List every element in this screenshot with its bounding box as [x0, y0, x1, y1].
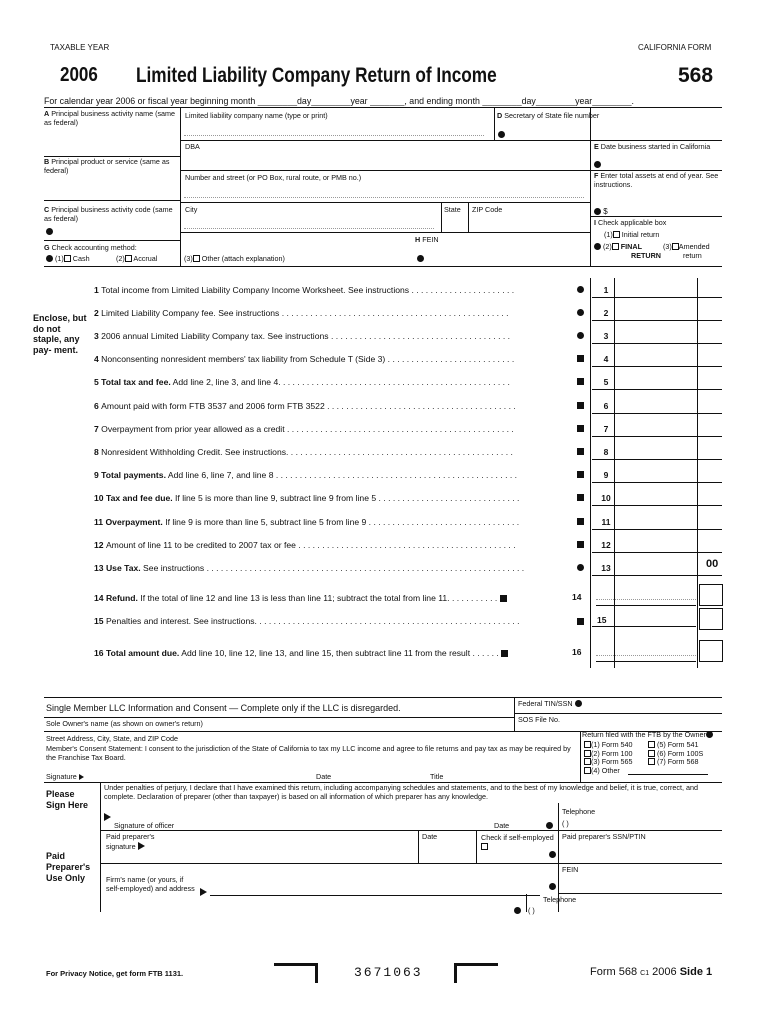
consent-statement: Member's Consent Statement: I consent to the jurisdiction of the State of California to tax my LLC income and agree to file returns and pay tax as may be required by the Franchise Tax Board. — [46, 744, 571, 762]
dba-label: DBA — [185, 142, 200, 151]
line-6: 6 Amount paid with form FTB 3537 and 2006 form FTB 3522 . . . . . . . . . . . . . . . . . . . . . . . . . . . . . . . . . . . . . . . . — [94, 401, 516, 411]
llc-name-input[interactable] — [184, 132, 484, 136]
square-icon — [577, 494, 584, 501]
e-date-started-label: E Date business started in California — [594, 142, 711, 151]
owner-form-checkbox[interactable]: (7) Form 568 — [648, 758, 699, 766]
line-3-box-label: 3 — [603, 331, 609, 341]
final-return-label2: RETURN — [631, 251, 661, 260]
line-10: 10 Tax and fee due. If line 5 is more than line 9, subtract line 9 from line 5 . . . . . . . . . . . . . . . . . . . . . . . . . . . . . . — [94, 493, 520, 503]
firm-telephone-label: Telephone — [543, 895, 577, 904]
form-year: 2006 — [60, 64, 98, 86]
bullet-icon — [546, 822, 553, 829]
square-icon — [577, 425, 584, 432]
g-accounting-method-label: G Check accounting method: — [44, 243, 137, 252]
line-14-cents-input[interactable] — [699, 584, 723, 606]
return-filed-label: Return filed with the FTB by the Owner — [582, 731, 713, 739]
final-return-checkbox[interactable]: (2) FINAL — [594, 243, 642, 251]
total-assets-input[interactable]: $ — [594, 207, 608, 216]
line-15: 15 Penalties and interest. See instructions. . . . . . . . . . . . . . . . . . . . . . . . . . . . . . . . . . . . . . . . . . . . . . . . . . . . . . . . — [94, 616, 520, 626]
zip-label: ZIP Code — [472, 205, 503, 214]
line-4-box-label: 4 — [603, 354, 609, 364]
bullet-icon — [417, 255, 424, 262]
line-11: 11 Overpayment. If line 9 is more than line 5, subtract line 5 from line 9 . . . . . . . . . . . . . . . . . . . . . . . . . . . . . . . . — [94, 517, 520, 527]
line-16-cents-input[interactable] — [699, 640, 723, 662]
line-16-amount-input[interactable] — [596, 640, 696, 662]
privacy-notice: For Privacy Notice, get form FTB 1131. — [46, 969, 184, 978]
line-2: 2 Limited Liability Company fee. See instructions . . . . . . . . . . . . . . . . . . . . . . . . . . . . . . . . . . . . . . . . . . . . . . . . — [94, 308, 509, 318]
please-sign-here: Please Sign Here — [46, 789, 89, 810]
amended-return-label2: return — [683, 251, 702, 260]
bullet-icon — [577, 564, 584, 571]
line-3-amount-input[interactable] — [592, 343, 722, 344]
taxable-year-label: TAXABLE YEAR — [50, 43, 110, 52]
f-total-assets-label: F Enter total assets at end of year. See instructions. — [594, 171, 719, 189]
initial-return-checkbox[interactable]: (1) Initial return — [604, 230, 660, 239]
line-1-amount-input[interactable] — [592, 297, 722, 298]
form-barcode-number: 3671063 — [354, 965, 423, 980]
bullet-icon — [46, 228, 53, 235]
officer-signature-field[interactable]: Signature of officer — [114, 821, 175, 830]
preparer-ssn-ptin-label: Paid preparer's SSN/PTIN — [562, 832, 646, 841]
line-4: 4 Nonconsenting nonresident members' tax liability from Schedule T (Side 3) . . . . . . . . . . . . . . . . . . . . . . . . . . . — [94, 354, 515, 364]
paid-preparer-signature-field[interactable]: Paid preparer's signature — [106, 832, 155, 851]
line-5-amount-input[interactable] — [592, 389, 722, 390]
firm-name-field: Firm's name (or yours, if self-employed) and address — [106, 875, 195, 893]
smllc-date-label: Date — [316, 772, 332, 781]
scan-corner-mark — [454, 963, 498, 983]
scan-corner-mark — [274, 963, 318, 983]
officer-telephone-input[interactable]: ( ) — [562, 819, 569, 828]
c-activity-code-label: C Principal business activity code (same as federal) — [44, 205, 173, 223]
state-label: State — [444, 205, 461, 214]
owner-form-checkbox[interactable]: (2) Form 100 — [584, 750, 633, 758]
other-method-checkbox[interactable]: (3) Other (attach explanation) — [184, 254, 285, 263]
line-11-box-label: 11 — [601, 517, 611, 527]
city-input[interactable] — [184, 225, 434, 229]
line-2-box-label: 2 — [603, 308, 609, 318]
california-form-label: CALIFORNIA FORM — [638, 43, 712, 52]
line-9-amount-input[interactable] — [592, 482, 722, 483]
line-8-amount-input[interactable] — [592, 459, 722, 460]
line-10-box-label: 10 — [601, 493, 611, 503]
i-check-box-label: I Check applicable box — [594, 218, 667, 227]
line-6-amount-input[interactable] — [592, 413, 722, 414]
line-7: 7 Overpayment from prior year allowed as a credit . . . . . . . . . . . . . . . . . . . . . . . . . . . . . . . . . . . . . . . . . . . . . . . . — [94, 424, 514, 434]
firm-telephone-input[interactable]: ( ) — [528, 906, 535, 915]
line-2-amount-input[interactable] — [592, 320, 722, 321]
line-14-box-label: 14 — [572, 592, 582, 602]
square-icon — [577, 402, 584, 409]
calendar-year-line[interactable]: For calendar year 2006 or fiscal year beginning month ________day________year _______, and ending month ________day________year________. — [44, 96, 634, 106]
bullet-icon — [498, 131, 505, 138]
line-5-box-label: 5 — [603, 377, 609, 387]
owner-form-checkbox[interactable]: (3) Form 565 — [584, 758, 633, 766]
bullet-icon — [577, 309, 584, 316]
accrual-checkbox[interactable]: (2) Accrual — [116, 254, 158, 263]
form-title: Limited Liability Company Return of Income — [136, 64, 497, 87]
amended-return-checkbox[interactable]: (3) Amended — [663, 242, 710, 251]
footer-form-id: Form 568 C1 2006 Side 1 — [590, 966, 713, 978]
street-label: Number and street (or PO Box, rural route, or PMB no.) — [185, 173, 362, 182]
line13-cents: 00 — [706, 558, 719, 570]
bullet-icon — [577, 332, 584, 339]
street-input[interactable] — [184, 194, 584, 198]
city-label: City — [185, 205, 198, 214]
line-1-box-label: 1 — [603, 285, 609, 295]
line-8: 8 Nonresident Withholding Credit. See instructions. . . . . . . . . . . . . . . . . . . . . . . . . . . . . . . . . . . . . . . . . . . . . . . . — [94, 447, 513, 457]
line-1: 1 Total income from Limited Liability Company Income Worksheet. See instructions . . . . . . . . . . . . . . . . . . . . . . — [94, 285, 515, 295]
line-14: 14 Refund. If the total of line 12 and line 13 is less than line 11; subtract the total from line 11. . . . . . . . . . . — [94, 592, 584, 604]
bullet-icon — [577, 286, 584, 293]
square-icon — [577, 618, 584, 625]
line-5: 5 Total tax and fee. Add line 2, line 3, and line 4. . . . . . . . . . . . . . . . . . . . . . . . . . . . . . . . . . . . . . . . . . . . . . . . . — [94, 377, 510, 387]
line-16-box-label: 16 — [572, 647, 582, 657]
square-icon — [577, 448, 584, 455]
bullet-icon — [549, 851, 556, 858]
llc-name-label: Limited liability company name (type or print) — [185, 111, 328, 120]
owner-form-checkbox[interactable]: (6) Form 100S — [648, 750, 703, 758]
line-3: 3 2006 annual Limited Liability Company tax. See instructions . . . . . . . . . . . . . . . . . . . . . . . . . . . . . . . . . . . . . . — [94, 331, 511, 341]
sole-owner-label: Sole Owner's name (as shown on owner's return) — [46, 719, 203, 728]
line-12-amount-input[interactable] — [592, 552, 722, 553]
owner-form-checkbox[interactable]: (4) Other — [584, 767, 620, 775]
bullet-icon — [594, 161, 601, 168]
line-15-cents-input[interactable] — [699, 608, 723, 630]
line-7-box-label: 7 — [603, 424, 609, 434]
other-form-input[interactable] — [628, 774, 708, 775]
line-12-box-label: 12 — [601, 540, 611, 550]
square-icon — [577, 471, 584, 478]
street-address-label: Street Address, City, State, and ZIP Code — [46, 734, 178, 743]
perjury-statement: Under penalties of perjury, I declare that I have examined this return, including accompanying schedules and statements, and to the best of my knowledge and belief, it is true, correct, and complete. Declaration of preparer (other than taxpayer) is based on all information of which preparer has any knowledge. — [104, 783, 698, 801]
line-8-box-label: 8 — [603, 447, 609, 457]
smllc-title-label: Title — [430, 772, 444, 781]
line-9: 9 Total payments. Add line 6, line 7, and line 8 . . . . . . . . . . . . . . . . . . . . . . . . . . . . . . . . . . . . . . . . . . . . . . . . . . . — [94, 470, 518, 480]
square-icon — [577, 378, 584, 385]
square-icon — [577, 518, 584, 525]
line-15-box-label: 15 — [597, 615, 607, 625]
line-13: 13 Use Tax. See instructions . . . . . . . . . . . . . . . . . . . . . . . . . . . . . . . . . . . . . . . . . . . . . . . . . . . . . . . . . . . . . . . . . . . — [94, 563, 525, 573]
line-7-amount-input[interactable] — [592, 436, 722, 437]
line-13-amount-input[interactable] — [592, 575, 722, 576]
line-13-box-label: 13 — [601, 563, 611, 573]
line-11-amount-input[interactable] — [592, 529, 722, 530]
form-number: 568 — [678, 64, 714, 87]
line-10-amount-input[interactable] — [592, 505, 722, 506]
owner-form-checkbox[interactable]: (5) Form 541 — [648, 741, 699, 749]
a-principal-activity-label: A Principal business activity name (same as federal) — [44, 109, 176, 127]
smllc-signature-field[interactable]: Signature — [46, 773, 84, 781]
preparer-date-label: Date — [422, 832, 438, 841]
paid-preparer-use-only: Paid Preparer's Use Only — [46, 851, 91, 883]
owner-form-checkbox[interactable]: (1) Form 540 — [584, 741, 633, 749]
line-4-amount-input[interactable] — [592, 366, 722, 367]
d-sos-label: D Secretary of State file number — [497, 111, 600, 120]
smllc-title: Single Member LLC Information and Consent — Complete only if the LLC is disregarded. — [46, 703, 401, 713]
square-icon — [577, 355, 584, 362]
self-employed-checkbox[interactable]: Check if self-employed — [481, 834, 561, 851]
officer-telephone-label: Telephone — [562, 807, 596, 816]
line-12: 12 Amount of line 11 to be credited to 2007 tax or fee . . . . . . . . . . . . . . . . . . . . . . . . . . . . . . . . . . . . . . . . . . . . . . — [94, 540, 516, 550]
line-6-box-label: 6 — [603, 401, 609, 411]
bullet-icon — [514, 907, 521, 914]
officer-date-label: Date — [494, 821, 510, 830]
sos-file-label: SOS File No. — [518, 715, 560, 724]
bullet-icon — [549, 883, 556, 890]
line-9-box-label: 9 — [603, 470, 609, 480]
cash-checkbox[interactable]: (1) Cash — [46, 255, 90, 263]
arrow-icon — [104, 813, 111, 821]
line-14-amount-input[interactable] — [596, 584, 696, 606]
arrow-icon — [200, 888, 207, 896]
b-product-label: B Principal product or service (same as federal) — [44, 157, 170, 175]
h-fein-label: H FEIN — [415, 235, 439, 244]
firm-fein-label: FEIN — [562, 865, 579, 874]
enclose-note: Enclose, but do not staple, any pay- ment. — [33, 313, 87, 355]
square-icon — [577, 541, 584, 548]
fed-tin-label: Federal TIN/SSN — [518, 700, 582, 708]
line-16: 16 Total amount due. Add line 10, line 12, line 13, and line 15, then subtract line 11 from the result . . . . . . — [94, 647, 584, 659]
